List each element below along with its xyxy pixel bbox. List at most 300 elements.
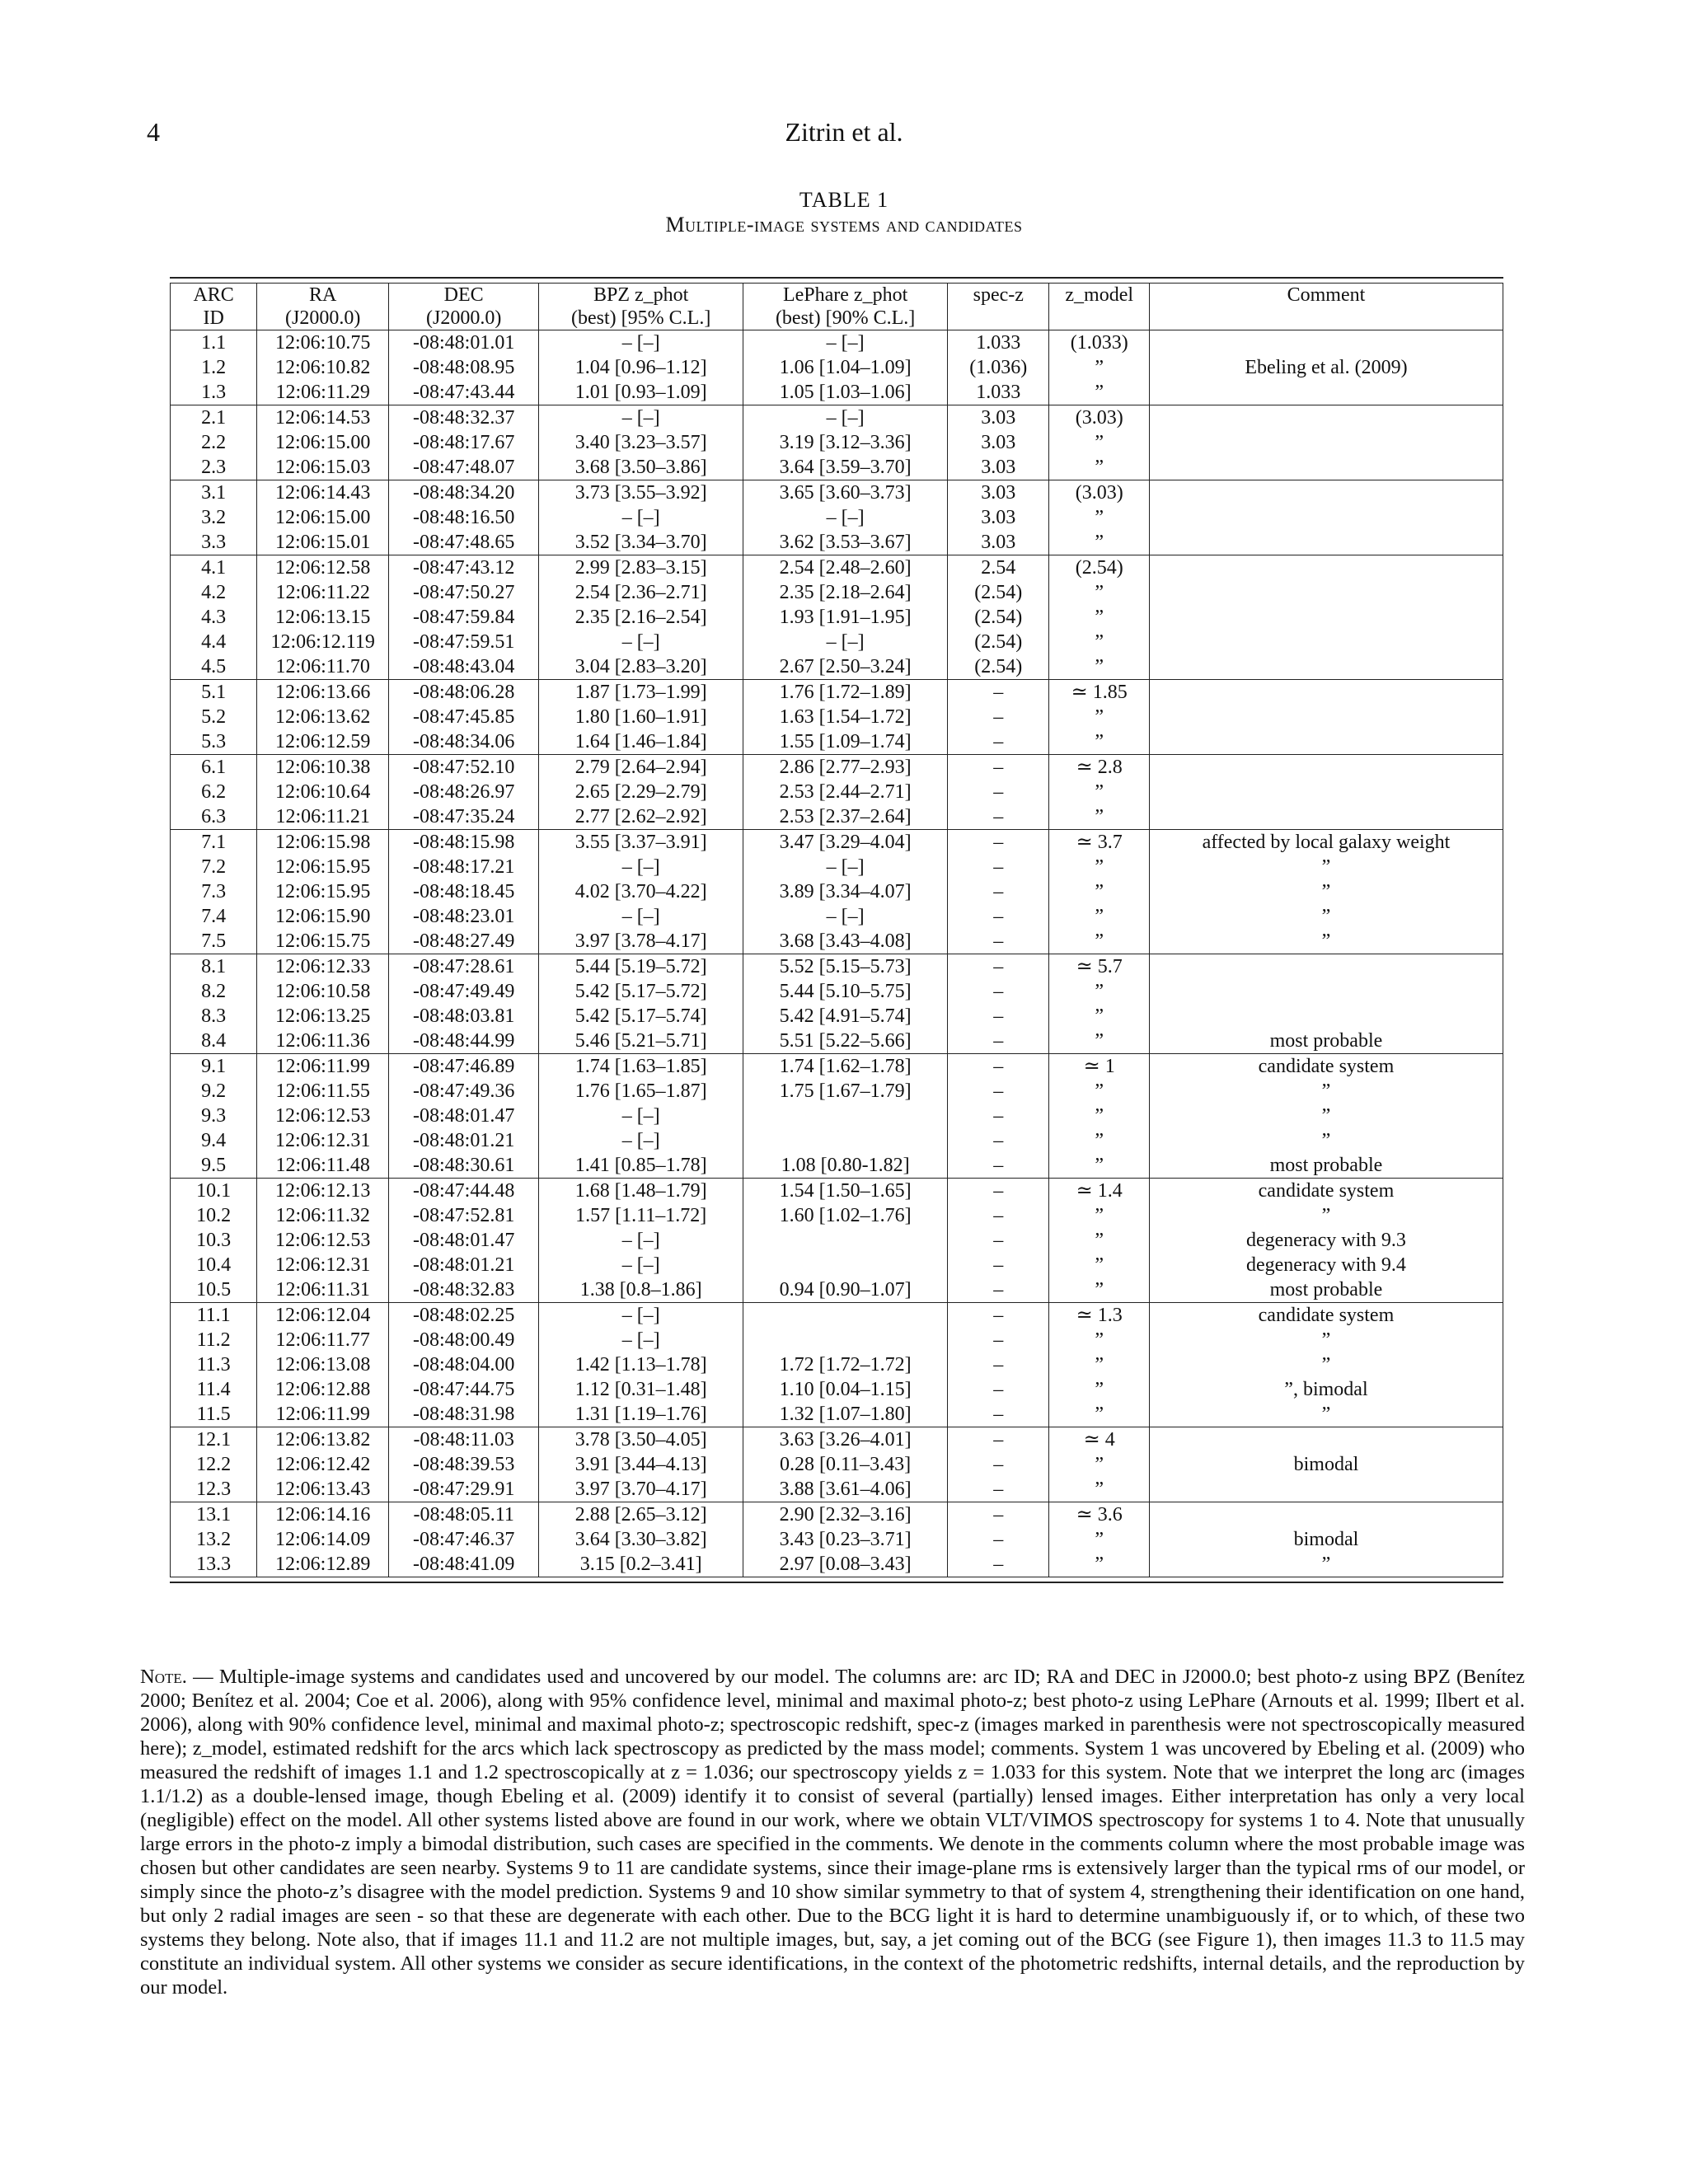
table-row xyxy=(171,1004,1503,1029)
cell-ra: 12:06:12.42 xyxy=(257,1452,389,1477)
table-bottom-rule xyxy=(170,1577,1503,1583)
cell-spec-z: – xyxy=(948,1477,1049,1502)
cell-spec-z: – xyxy=(948,1427,1049,1453)
cell-spec-z: – xyxy=(948,1277,1049,1303)
col-subheader-lephare: (best) [90% C.L.] xyxy=(743,307,948,330)
col-header-ra: RA xyxy=(257,284,389,307)
table-row xyxy=(171,855,1503,879)
cell-z-model: ” xyxy=(1049,1104,1149,1128)
cell-lephare-zphot: 5.52 [5.15–5.73] xyxy=(743,954,948,980)
table-container xyxy=(170,277,1503,1583)
cell-bpz-zphot: 3.91 [3.44–4.13] xyxy=(539,1452,743,1477)
cell-ra: 12:06:11.99 xyxy=(257,1402,389,1427)
cell-ra: 12:06:15.95 xyxy=(257,855,389,879)
cell-arc-id: 1.2 xyxy=(171,355,257,380)
cell-spec-z: – xyxy=(948,1452,1049,1477)
table-row xyxy=(171,954,1503,980)
cell-dec: -08:47:44.48 xyxy=(389,1179,539,1204)
cell-lephare-zphot: 3.62 [3.53–3.67] xyxy=(743,530,948,555)
cell-bpz-zphot: 3.97 [3.78–4.17] xyxy=(539,929,743,954)
cell-ra: 12:06:14.43 xyxy=(257,480,389,506)
cell-dec: -08:48:00.49 xyxy=(389,1328,539,1352)
cell-arc-id: 4.2 xyxy=(171,580,257,605)
cell-lephare-zphot: 1.08 [0.80-1.82] xyxy=(743,1153,948,1179)
cell-spec-z: (1.036) xyxy=(948,355,1049,380)
cell-ra: 12:06:10.75 xyxy=(257,330,389,356)
cell-z-model: ” xyxy=(1049,804,1149,830)
cell-arc-id: 11.2 xyxy=(171,1328,257,1352)
cell-lephare-zphot: 1.93 [1.91–1.95] xyxy=(743,605,948,630)
cell-comment: Ebeling et al. (2009) xyxy=(1245,357,1408,378)
cell-lephare-zphot: – [–] xyxy=(743,405,948,431)
table-row xyxy=(171,1079,1503,1104)
cell-z-model: ” xyxy=(1049,1228,1149,1253)
col-subheader-ra: (J2000.0) xyxy=(257,307,389,330)
cell-comment: ” xyxy=(1321,1130,1331,1151)
cell-lephare-zphot: 3.64 [3.59–3.70] xyxy=(743,455,948,480)
table-row xyxy=(171,654,1503,680)
cell-arc-id: 12.2 xyxy=(171,1452,257,1477)
cell-arc-id: 10.5 xyxy=(171,1277,257,1303)
table-row xyxy=(171,1253,1503,1277)
cell-dec: -08:48:11.03 xyxy=(389,1427,539,1453)
cell-bpz-zphot: – [–] xyxy=(539,330,743,356)
table-row xyxy=(171,380,1503,405)
cell-spec-z: – xyxy=(948,1153,1049,1179)
cell-dec: -08:47:52.10 xyxy=(389,755,539,780)
cell-spec-z: – xyxy=(948,1228,1049,1253)
cell-bpz-zphot: 1.01 [0.93–1.09] xyxy=(539,380,743,405)
cell-dec: -08:47:59.51 xyxy=(389,630,539,654)
cell-arc-id: 4.1 xyxy=(171,555,257,581)
cell-lephare-zphot: 1.60 [1.02–1.76] xyxy=(743,1203,948,1228)
cell-ra: 12:06:11.36 xyxy=(257,1029,389,1054)
cell-bpz-zphot: 1.80 [1.60–1.91] xyxy=(539,705,743,729)
cell-arc-id: 7.5 xyxy=(171,929,257,954)
table-row xyxy=(171,904,1503,929)
table-row xyxy=(171,430,1503,455)
table-row xyxy=(171,1452,1503,1477)
cell-comment: candidate system xyxy=(1149,1054,1503,1080)
cell-dec: -08:48:34.20 xyxy=(389,480,539,506)
cell-z-model: ” xyxy=(1049,1477,1149,1502)
cell-ra: 12:06:12.33 xyxy=(257,954,389,980)
cell-ra: 12:06:15.01 xyxy=(257,530,389,555)
cell-arc-id: 5.3 xyxy=(171,729,257,755)
table-row xyxy=(171,505,1503,530)
cell-z-model: ” xyxy=(1049,430,1149,455)
cell-dec: -08:47:48.07 xyxy=(389,455,539,480)
cell-bpz-zphot: 1.74 [1.63–1.85] xyxy=(539,1054,743,1080)
cell-lephare-zphot: 5.51 [5.22–5.66] xyxy=(743,1029,948,1054)
col-subheader-comment xyxy=(1149,307,1503,330)
cell-bpz-zphot: 2.79 [2.64–2.94] xyxy=(539,755,743,780)
cell-dec: -08:48:01.47 xyxy=(389,1228,539,1253)
cell-lephare-zphot: 1.63 [1.54–1.72] xyxy=(743,705,948,729)
cell-z-model: ” xyxy=(1049,780,1149,804)
table-header-row xyxy=(171,284,1503,307)
cell-bpz-zphot: 3.78 [3.50–4.05] xyxy=(539,1427,743,1453)
cell-comment xyxy=(1149,755,1503,780)
cell-ra: 12:06:12.04 xyxy=(257,1303,389,1329)
cell-lephare-zphot xyxy=(743,1128,948,1153)
cell-comment xyxy=(1149,1502,1503,1528)
cell-arc-id: 2.3 xyxy=(171,455,257,480)
cell-spec-z: – xyxy=(948,1054,1049,1080)
cell-z-model: ” xyxy=(1049,654,1149,680)
cell-lephare-zphot: 1.74 [1.62–1.78] xyxy=(743,1054,948,1080)
cell-comment: ” xyxy=(1321,906,1331,927)
cell-ra: 12:06:12.88 xyxy=(257,1377,389,1402)
cell-ra: 12:06:15.03 xyxy=(257,455,389,480)
cell-z-model: ” xyxy=(1049,1153,1149,1179)
cell-z-model: ” xyxy=(1049,1352,1149,1377)
cell-bpz-zphot: 5.44 [5.19–5.72] xyxy=(539,954,743,980)
table-row xyxy=(171,705,1503,729)
table-row xyxy=(171,1303,1503,1329)
table-row xyxy=(171,405,1503,431)
cell-comment xyxy=(1149,330,1503,356)
cell-lephare-zphot: 1.72 [1.72–1.72] xyxy=(743,1352,948,1377)
cell-spec-z: – xyxy=(948,1004,1049,1029)
cell-ra: 12:06:12.58 xyxy=(257,555,389,581)
cell-z-model: ≃ 4 xyxy=(1049,1427,1149,1453)
cell-ra: 12:06:11.29 xyxy=(257,380,389,405)
cell-lephare-zphot: 2.86 [2.77–2.93] xyxy=(743,755,948,780)
cell-arc-id: 3.3 xyxy=(171,530,257,555)
cell-spec-z: 2.54 xyxy=(948,555,1049,581)
cell-z-model: ” xyxy=(1049,605,1149,630)
cell-arc-id: 9.2 xyxy=(171,1079,257,1104)
cell-dec: -08:48:18.45 xyxy=(389,879,539,904)
cell-ra: 12:06:10.58 xyxy=(257,979,389,1004)
table-row xyxy=(171,830,1503,855)
cell-dec: -08:48:32.37 xyxy=(389,405,539,431)
cell-bpz-zphot: 3.15 [0.2–3.41] xyxy=(539,1552,743,1577)
table-row xyxy=(171,1128,1503,1153)
cell-z-model: ≃ 3.6 xyxy=(1049,1502,1149,1528)
cell-dec: -08:47:46.37 xyxy=(389,1527,539,1552)
cell-ra: 12:06:15.00 xyxy=(257,430,389,455)
cell-comment: ” xyxy=(1321,1205,1331,1226)
cell-z-model: ” xyxy=(1049,979,1149,1004)
cell-arc-id: 8.2 xyxy=(171,979,257,1004)
cell-bpz-zphot: – [–] xyxy=(539,630,743,654)
col-subheader-arc: ID xyxy=(171,307,257,330)
table-row xyxy=(171,1104,1503,1128)
cell-ra: 12:06:13.43 xyxy=(257,1477,389,1502)
cell-comment: bimodal xyxy=(1293,1529,1359,1550)
cell-spec-z: – xyxy=(948,1179,1049,1204)
cell-spec-z: 3.03 xyxy=(948,530,1049,555)
cell-bpz-zphot: 5.42 [5.17–5.72] xyxy=(539,979,743,1004)
cell-ra: 12:06:11.22 xyxy=(257,580,389,605)
table-body xyxy=(171,330,1503,1577)
cell-ra: 12:06:15.00 xyxy=(257,505,389,530)
cell-spec-z: – xyxy=(948,879,1049,904)
cell-dec: -08:48:34.06 xyxy=(389,729,539,755)
cell-arc-id: 9.3 xyxy=(171,1104,257,1128)
cell-dec: -08:47:49.36 xyxy=(389,1079,539,1104)
cell-spec-z: – xyxy=(948,1203,1049,1228)
cell-spec-z: – xyxy=(948,1079,1049,1104)
cell-z-model: (3.03) xyxy=(1049,405,1149,431)
cell-bpz-zphot: 1.68 [1.48–1.79] xyxy=(539,1179,743,1204)
cell-dec: -08:48:06.28 xyxy=(389,680,539,705)
cell-dec: -08:48:01.01 xyxy=(389,330,539,356)
cell-lephare-zphot: 3.43 [0.23–3.71] xyxy=(743,1527,948,1552)
cell-lephare-zphot xyxy=(743,1303,948,1329)
cell-arc-id: 10.3 xyxy=(171,1228,257,1253)
cell-spec-z: – xyxy=(948,705,1049,729)
cell-spec-z: (2.54) xyxy=(948,630,1049,654)
cell-ra: 12:06:13.25 xyxy=(257,1004,389,1029)
col-subheader-dec: (J2000.0) xyxy=(389,307,539,330)
cell-lephare-zphot xyxy=(743,1228,948,1253)
cell-lephare-zphot xyxy=(743,1104,948,1128)
cell-bpz-zphot: 3.52 [3.34–3.70] xyxy=(539,530,743,555)
table-note xyxy=(140,1665,1525,1999)
cell-spec-z: 3.03 xyxy=(948,430,1049,455)
cell-comment xyxy=(1149,680,1503,705)
cell-z-model: ≃ 3.7 xyxy=(1049,830,1149,855)
table-row xyxy=(171,1179,1503,1204)
cell-dec: -08:48:03.81 xyxy=(389,1004,539,1029)
cell-ra: 12:06:12.119 xyxy=(257,630,389,654)
cell-dec: -08:48:08.95 xyxy=(389,355,539,380)
running-head: Zitrin et al. xyxy=(785,117,903,147)
note-text: — Multiple-image systems and candidates used and uncovered by our model. The columns are: arc ID; RA and DEC in J2000.0; best photo-z using BPZ (Benítez 2000; Benítez et al. 2004; Coe et al. 2006), along with 95% confidence level, minimal and maximal photo-z; best photo-z using LePhare (Arnouts et al. 1999; Ilbert et al. 2006), along with 90% confidence level, minimal and maximal photo-z; spectroscopic redshift, spec-z (images marked in parenthesis were not spectroscopically measured here); z_model, estimated redshift for the arcs which lack spectroscopy as predicted by the mass model; comments. System 1 was uncovered by Ebeling et al. (2009) who measured the redshift of images 1.1 and 1.2 spectroscopically at z = 1.036; our spectroscopy yields z = 1.033 for this system. Note that we interpret the long arc (images 1.1/1.2) as a double-lensed image, though Ebeling et al. (2009) identify it to consist of several (partially) lensed images. Either interpretation has only a very local (negligible) effect on the model. All other systems listed above are found in our work, where we obtain VLT/VIMOS spectroscopy for systems 1 to 4. Note that unusually large errors in the photo-z imply a bimodal distribution, such cases are specified in the comments. We denote in the comments column where the most probable image was chosen but other candidates are seen nearby. Systems 9 to 11 are candidate systems, since their image-plane rms is extensively larger than the typical rms of our model, or simply since the photo-z’s disagree with the model prediction. Systems 9 and 10 show similar symmetry to that of system 4, strengthening their identification on one hand, but only 2 radial images are seen - so that these are degenerate with each other. Due to the BCG light it is hard to determine unambiguously if, or to which, of these two systems they belong. Note also, that if images 11.1 and 11.2 are not multiple images, but, say, a jet coming out of the BCG (see Figure 1), then images 11.3 to 11.5 may constitute an individual system. All other systems we consider as secure identifications, in the context of the photometric redshifts, internal details, and the reproduction by our model. xyxy=(140,1666,1525,1999)
cell-ra: 12:06:13.15 xyxy=(257,605,389,630)
cell-ra: 12:06:15.98 xyxy=(257,830,389,855)
cell-arc-id: 6.1 xyxy=(171,755,257,780)
cell-arc-id: 13.1 xyxy=(171,1502,257,1528)
cell-bpz-zphot: – [–] xyxy=(539,855,743,879)
cell-dec: -08:48:01.47 xyxy=(389,1104,539,1128)
cell-dec: -08:48:41.09 xyxy=(389,1552,539,1577)
cell-comment xyxy=(1149,804,1503,830)
cell-ra: 12:06:15.95 xyxy=(257,879,389,904)
cell-comment: ” xyxy=(1149,1552,1503,1577)
cell-comment xyxy=(1149,580,1503,605)
cell-comment: ” xyxy=(1321,1329,1331,1351)
cell-arc-id: 10.2 xyxy=(171,1203,257,1228)
cell-bpz-zphot: 1.64 [1.46–1.84] xyxy=(539,729,743,755)
cell-spec-z: – xyxy=(948,1402,1049,1427)
table-row xyxy=(171,879,1503,904)
cell-z-model: ” xyxy=(1049,455,1149,480)
cell-bpz-zphot: – [–] xyxy=(539,904,743,929)
cell-ra: 12:06:11.21 xyxy=(257,804,389,830)
cell-bpz-zphot: 2.65 [2.29–2.79] xyxy=(539,780,743,804)
cell-spec-z: 3.03 xyxy=(948,480,1049,506)
table-row xyxy=(171,330,1503,356)
cell-comment: candidate system xyxy=(1149,1179,1503,1204)
cell-lephare-zphot xyxy=(743,1328,948,1352)
cell-dec: -08:47:35.24 xyxy=(389,804,539,830)
cell-arc-id: 11.1 xyxy=(171,1303,257,1329)
cell-bpz-zphot: 1.12 [0.31–1.48] xyxy=(539,1377,743,1402)
cell-ra: 12:06:12.89 xyxy=(257,1552,389,1577)
cell-comment xyxy=(1149,1004,1503,1029)
cell-bpz-zphot: 1.31 [1.19–1.76] xyxy=(539,1402,743,1427)
cell-spec-z: (2.54) xyxy=(948,580,1049,605)
table-row xyxy=(171,1552,1503,1577)
cell-dec: -08:47:49.49 xyxy=(389,979,539,1004)
cell-bpz-zphot: – [–] xyxy=(539,405,743,431)
cell-z-model: ≃ 1.3 xyxy=(1049,1303,1149,1329)
table-row xyxy=(171,455,1503,480)
cell-comment xyxy=(1149,705,1503,729)
cell-dec: -08:48:17.67 xyxy=(389,430,539,455)
cell-z-model: ” xyxy=(1049,904,1149,929)
cell-bpz-zphot: 2.35 [2.16–2.54] xyxy=(539,605,743,630)
table-row xyxy=(171,1228,1503,1253)
table-title: TABLE 1 xyxy=(799,188,889,212)
table-row xyxy=(171,1203,1503,1228)
table-row xyxy=(171,1054,1503,1080)
cell-dec: -08:48:43.04 xyxy=(389,654,539,680)
cell-lephare-zphot: 3.89 [3.34–4.07] xyxy=(743,879,948,904)
cell-z-model: ” xyxy=(1049,729,1149,755)
cell-z-model: ≃ 1.4 xyxy=(1049,1179,1149,1204)
cell-comment: ” xyxy=(1321,930,1331,952)
cell-ra: 12:06:15.90 xyxy=(257,904,389,929)
cell-lephare-zphot: 1.55 [1.09–1.74] xyxy=(743,729,948,755)
cell-ra: 12:06:11.77 xyxy=(257,1328,389,1352)
table-row xyxy=(171,1402,1503,1427)
cell-z-model: ≃ 1 xyxy=(1049,1054,1149,1080)
cell-z-model: ≃ 2.8 xyxy=(1049,755,1149,780)
cell-comment: most probable xyxy=(1269,1155,1383,1176)
cell-arc-id: 4.5 xyxy=(171,654,257,680)
cell-comment: most probable xyxy=(1269,1030,1383,1052)
cell-lephare-zphot: 0.94 [0.90–1.07] xyxy=(743,1277,948,1303)
cell-arc-id: 8.3 xyxy=(171,1004,257,1029)
multiple-image-systems-table xyxy=(170,283,1503,1577)
cell-lephare-zphot: 2.53 [2.37–2.64] xyxy=(743,804,948,830)
cell-ra: 12:06:14.09 xyxy=(257,1527,389,1552)
cell-arc-id: 8.4 xyxy=(171,1029,257,1054)
cell-comment xyxy=(1149,954,1503,980)
cell-lephare-zphot: 3.68 [3.43–4.08] xyxy=(743,929,948,954)
cell-spec-z: (2.54) xyxy=(948,654,1049,680)
table-subheader-row xyxy=(171,307,1503,330)
cell-dec: -08:47:46.89 xyxy=(389,1054,539,1080)
cell-ra: 12:06:14.16 xyxy=(257,1502,389,1528)
cell-z-model: ” xyxy=(1049,580,1149,605)
cell-spec-z: – xyxy=(948,1128,1049,1153)
cell-ra: 12:06:11.32 xyxy=(257,1203,389,1228)
table-row xyxy=(171,979,1503,1004)
cell-z-model: ≃ 5.7 xyxy=(1049,954,1149,980)
cell-bpz-zphot: 1.38 [0.8–1.86] xyxy=(539,1277,743,1303)
cell-ra: 12:06:11.99 xyxy=(257,1054,389,1080)
cell-spec-z: – xyxy=(948,1253,1049,1277)
col-header-zmodel: z_model xyxy=(1049,284,1149,307)
table-row xyxy=(171,580,1503,605)
cell-comment: ” xyxy=(1321,1105,1331,1127)
cell-ra: 12:06:12.31 xyxy=(257,1128,389,1153)
cell-comment xyxy=(1149,979,1503,1004)
cell-dec: -08:48:30.61 xyxy=(389,1153,539,1179)
cell-dec: -08:47:43.44 xyxy=(389,380,539,405)
cell-comment xyxy=(1149,455,1503,480)
cell-arc-id: 5.2 xyxy=(171,705,257,729)
table-row xyxy=(171,1377,1503,1402)
cell-spec-z: – xyxy=(948,929,1049,954)
cell-lephare-zphot: 2.54 [2.48–2.60] xyxy=(743,555,948,581)
table-row xyxy=(171,1477,1503,1502)
cell-z-model: ” xyxy=(1049,1253,1149,1277)
cell-bpz-zphot: 3.64 [3.30–3.82] xyxy=(539,1527,743,1552)
cell-ra: 12:06:10.82 xyxy=(257,355,389,380)
cell-ra: 12:06:13.08 xyxy=(257,1352,389,1377)
cell-z-model: ” xyxy=(1049,1277,1149,1303)
cell-comment: degeneracy with 9.4 xyxy=(1245,1254,1406,1276)
cell-lephare-zphot: 5.42 [4.91–5.74] xyxy=(743,1004,948,1029)
cell-z-model: ≃ 1.85 xyxy=(1049,680,1149,705)
cell-spec-z: 1.033 xyxy=(948,380,1049,405)
cell-lephare-zphot: 2.53 [2.44–2.71] xyxy=(743,780,948,804)
cell-comment xyxy=(1149,729,1503,755)
table-row xyxy=(171,804,1503,830)
cell-comment: most probable xyxy=(1269,1279,1383,1301)
table-row xyxy=(171,480,1503,506)
cell-arc-id: 11.4 xyxy=(171,1377,257,1402)
cell-z-model: ” xyxy=(1049,1004,1149,1029)
cell-spec-z: – xyxy=(948,755,1049,780)
cell-lephare-zphot: 0.28 [0.11–3.43] xyxy=(743,1452,948,1477)
cell-dec: -08:48:39.53 xyxy=(389,1452,539,1477)
cell-comment: ”, bimodal xyxy=(1284,1379,1368,1400)
table-row xyxy=(171,1029,1503,1054)
cell-arc-id: 2.1 xyxy=(171,405,257,431)
cell-comment xyxy=(1149,555,1503,581)
table-row xyxy=(171,755,1503,780)
cell-dec: -08:48:16.50 xyxy=(389,505,539,530)
cell-spec-z: – xyxy=(948,1328,1049,1352)
cell-spec-z: – xyxy=(948,1377,1049,1402)
cell-comment xyxy=(1149,780,1503,804)
cell-spec-z: – xyxy=(948,954,1049,980)
cell-z-model: ” xyxy=(1049,1328,1149,1352)
table-row xyxy=(171,630,1503,654)
cell-dec: -08:48:17.21 xyxy=(389,855,539,879)
cell-lephare-zphot: – [–] xyxy=(743,855,948,879)
cell-bpz-zphot: 5.42 [5.17–5.74] xyxy=(539,1004,743,1029)
cell-dec: -08:48:31.98 xyxy=(389,1402,539,1427)
cell-bpz-zphot: – [–] xyxy=(539,505,743,530)
cell-lephare-zphot: – [–] xyxy=(743,630,948,654)
note-label: Note. xyxy=(140,1666,187,1688)
cell-arc-id: 10.4 xyxy=(171,1253,257,1277)
cell-comment: candidate system xyxy=(1149,1303,1503,1329)
cell-comment xyxy=(1149,405,1503,431)
cell-dec: -08:47:59.84 xyxy=(389,605,539,630)
cell-dec: -08:47:48.65 xyxy=(389,530,539,555)
cell-spec-z: – xyxy=(948,979,1049,1004)
cell-z-model: ” xyxy=(1049,530,1149,555)
cell-spec-z: 3.03 xyxy=(948,505,1049,530)
cell-dec: -08:48:32.83 xyxy=(389,1277,539,1303)
table-row xyxy=(171,1277,1503,1303)
cell-z-model: ” xyxy=(1049,1452,1149,1477)
cell-z-model: ” xyxy=(1049,380,1149,405)
cell-lephare-zphot: 1.10 [0.04–1.15] xyxy=(743,1377,948,1402)
table-row xyxy=(171,1328,1503,1352)
cell-lephare-zphot xyxy=(743,1253,948,1277)
